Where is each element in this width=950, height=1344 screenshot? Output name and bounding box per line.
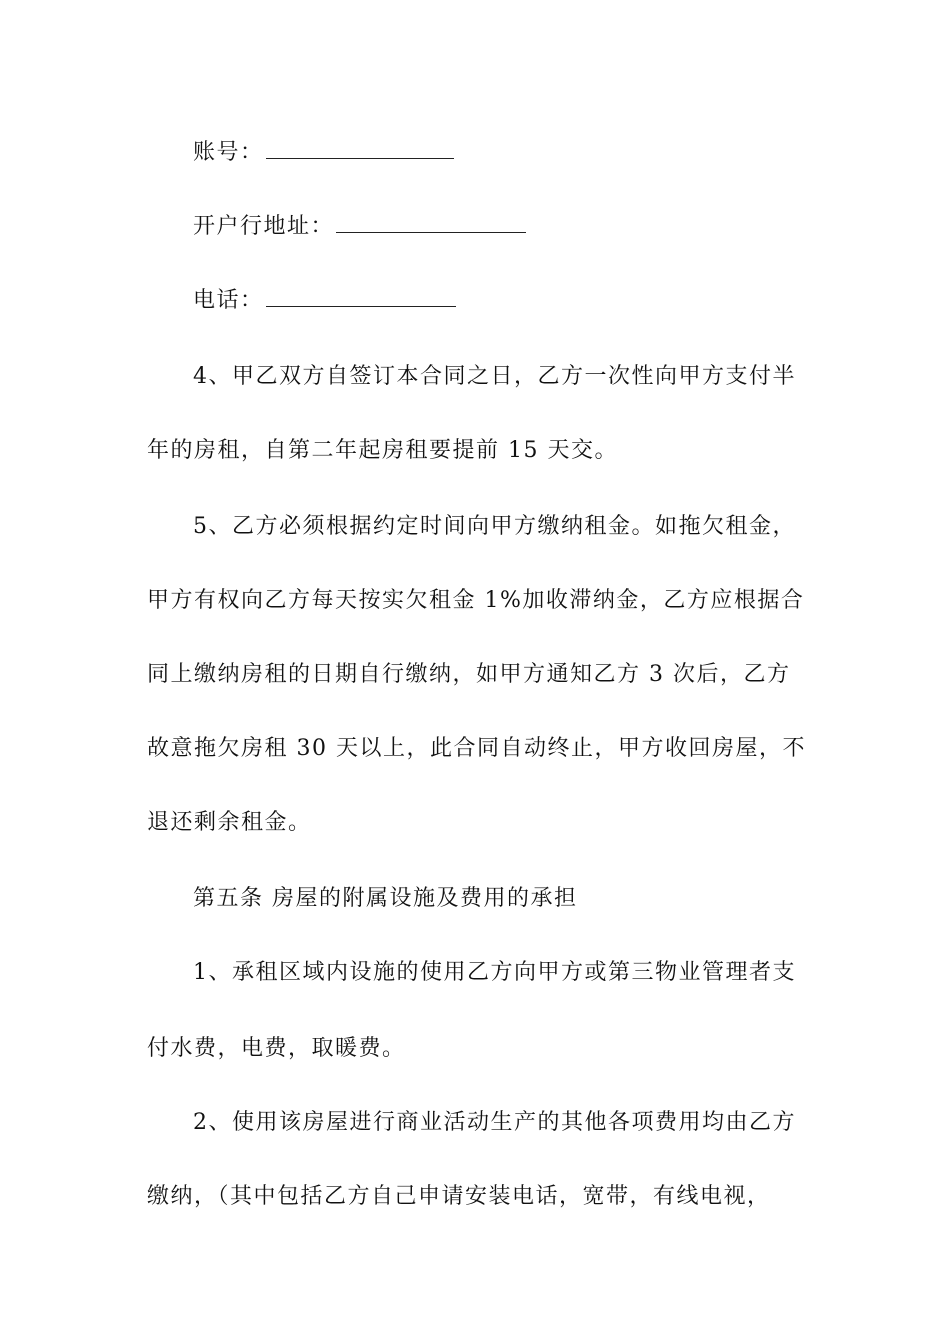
clause5-line4: 故意拖欠房租 30 天以上，此合同自动终止，甲方收回房屋，不 [147, 736, 806, 761]
account-label: 账号： [193, 140, 264, 165]
account-field [193, 138, 853, 168]
bank-address-label: 开户行地址： [193, 214, 335, 239]
article5-item1-line2: 付水费，电费，取暖费。 [147, 1036, 406, 1061]
account-blank [266, 138, 454, 159]
phone-field [193, 286, 853, 316]
article5-item2-line1: 2、使用该房屋进行商业活动生产的其他各项费用均由乙方 [193, 1110, 796, 1135]
clause4-line2: 年的房租，自第二年起房租要提前 15 天交。 [147, 438, 618, 463]
phone-blank [266, 286, 456, 307]
clause5-line3: 同上缴纳房租的日期自行缴纳，如甲方通知乙方 3 次后，乙方 [147, 662, 791, 687]
clause5-line5: 退还剩余租金。 [147, 810, 312, 835]
clause5-line2: 甲方有权向乙方每天按实欠租金 1%加收滞纳金，乙方应根据合 [147, 588, 805, 613]
bank-address-field [193, 212, 853, 242]
article5-heading: 第五条 房屋的附属设施及费用的承担 [193, 886, 578, 911]
clause4-line1: 4、甲乙双方自签订本合同之日，乙方一次性向甲方支付半 [193, 364, 796, 389]
article5-item2-line2: 缴纳，（其中包括乙方自己申请安装电话，宽带，有线电视， [147, 1184, 771, 1209]
article5-item1-line1: 1、承租区域内设施的使用乙方向甲方或第三物业管理者支 [193, 960, 796, 985]
clause5-line1: 5、乙方必须根据约定时间向甲方缴纳租金。如拖欠租金， [193, 514, 796, 539]
bank-address-blank [336, 212, 526, 233]
phone-label: 电话： [193, 288, 264, 313]
